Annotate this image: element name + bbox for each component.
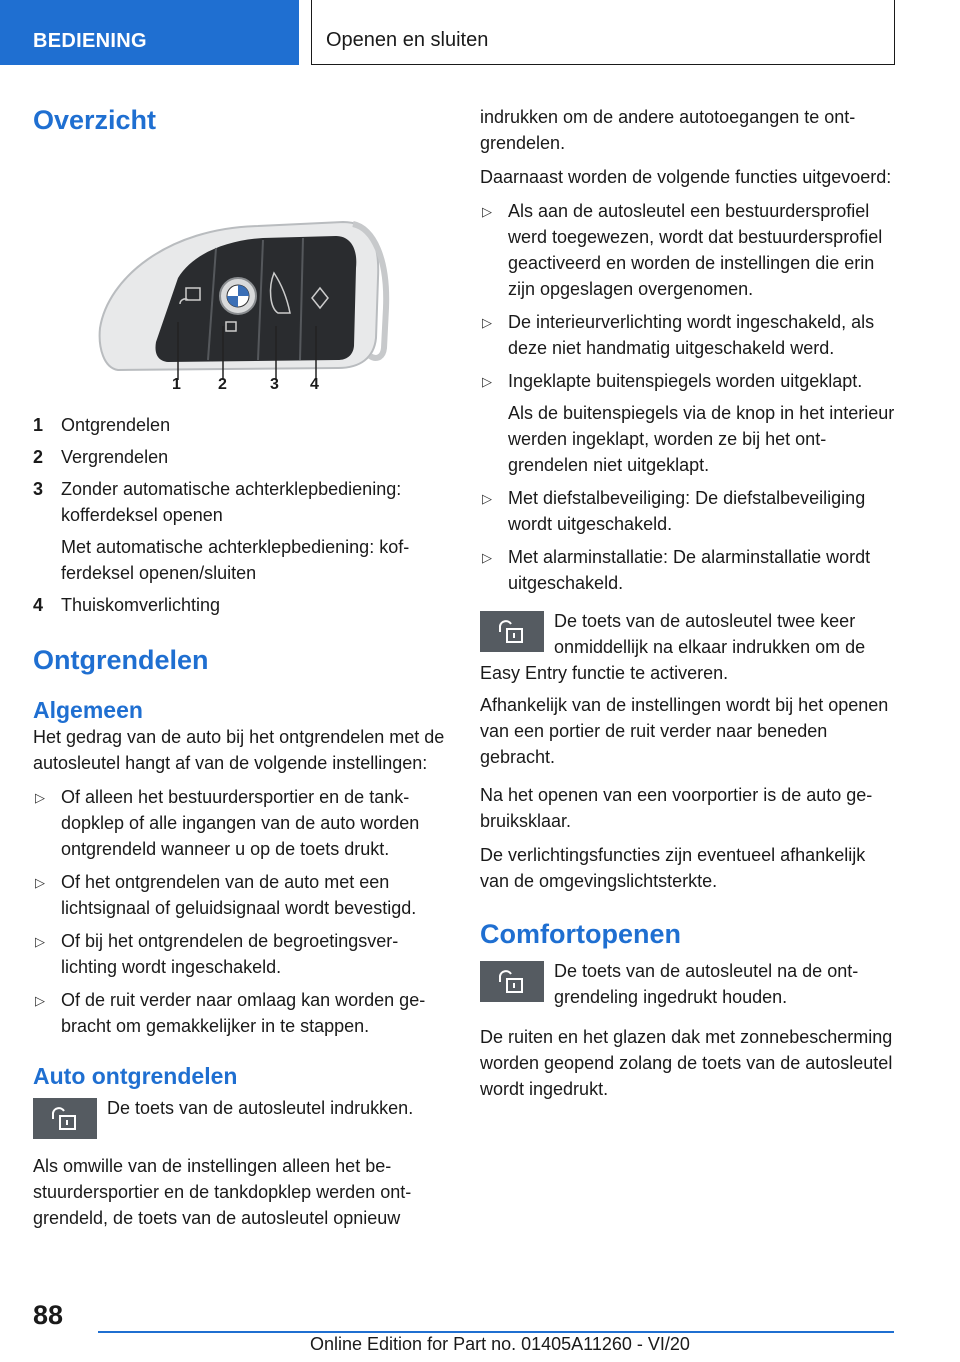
light-para: De verlichtingsfuncties zijn eventueel afhankelijk van de omgevingslichtsterkte. (480, 845, 866, 891)
general-intro: Het gedrag van de auto bij het ontgrendelen met de autosleutel hangt af van de volgende instellingen: (33, 727, 445, 774)
figure-legend (33, 412, 448, 618)
callout-2: 2 (218, 376, 227, 394)
comfort-para: De ruiten en het glazen dak met zonnebescherming worden geopend zolang de toets van de autosleutel wordt ingedrukt. (480, 1027, 893, 1100)
triangle-bullet-icon: ▷ (35, 790, 45, 806)
functions-bullet-list (480, 198, 896, 596)
callout-3: 3 (270, 376, 279, 394)
chapter-title: Openen en sluiten (326, 29, 489, 51)
car-unlock-para: Als omwille van de instellingen alleen het bestuurdersportier en de tankdopklep werden ontgrendeld, de toets van de autosleutel opnieuw (33, 1155, 412, 1228)
triangle-bullet-icon: ▷ (482, 315, 492, 330)
footer-divider (98, 1331, 894, 1333)
list-item: ▷ Of bij het ontgrendelen de begroetingsverlichting wordt ingeschakeld. (35, 931, 399, 978)
legend-item: 4 Thuiskomverlichting (33, 595, 221, 616)
subheading-general: Algemeen (33, 696, 143, 723)
ready-para: Na het openen van een voorportier is de auto gebruiksklaar. (480, 785, 873, 831)
heading-overview: Overzicht (33, 105, 157, 135)
easy-entry-instruction: De toets van de autosleutel twee keer onmiddellijk na elkaar indrukken om de Easy Entry functie te activeren. (480, 611, 866, 683)
triangle-bullet-icon: ▷ (35, 875, 45, 891)
list-item: ▷ Of de ruit verder naar omlaag kan worden gebracht om gemakkelijker in te stappen. (35, 990, 426, 1037)
page-number: 88 (33, 1300, 64, 1330)
section-tab (0, 0, 299, 65)
subheading-car-unlock: Auto ontgrendelen (33, 1063, 238, 1090)
legend-item: 3 Zonder automatische achterklepbediening: kofferdeksel openen Met automatische achterklepbediening: kofferdeksel openen/sluiten (33, 479, 410, 584)
car-unlock-instruction: De toets van de autosleutel indrukken. (33, 1095, 448, 1143)
unlock-button-icon (480, 961, 544, 1002)
heading-unlock: Ontgrendelen (33, 645, 209, 676)
triangle-bullet-icon: ▷ (482, 491, 492, 506)
continued-para: indrukken om de andere autotoegangen te ontgrendelen. (480, 107, 856, 153)
functions-intro: Daarnaast worden de volgende functies uitgevoerd: (480, 167, 892, 187)
chapter-tab (311, 0, 895, 65)
general-bullet-list (33, 784, 448, 1039)
unlock-button-icon (33, 1098, 97, 1139)
car-key-figure (98, 218, 408, 398)
triangle-bullet-icon: ▷ (482, 374, 492, 389)
list-item: ▷ Met diefstalbeveiliging: De diefstalbeveiliging wordt uitgeschakeld. (482, 488, 866, 534)
callout-4: 4 (310, 376, 319, 394)
triangle-bullet-icon: ▷ (35, 993, 45, 1009)
list-item: ▷ Met alarminstallatie: De alarminstallatie wordt uitgeschakeld. (482, 547, 871, 593)
section-title: BEDIENING (33, 30, 147, 52)
list-item: ▷ Als aan de autosleutel een bestuurdersprofiel werd toegewezen, wordt dat bestuurdersprofiel geactiveerd en worden de instellingen die erin zijn opgeslagen overgenomen. (482, 201, 883, 299)
unlock-button-icon (480, 611, 544, 652)
list-item: ▷ De interieurverlichting wordt ingeschakeld, als deze niet handmatig uitgeschakeld werd. (482, 312, 875, 358)
heading-comfort-open: Comfortopenen (480, 919, 681, 949)
list-item: ▷ Ingeklapte buitenspiegels worden uitgeklapt. Als de buitenspiegels via de knop in het interieur werden ingeklapt, worden ze bij het ontgrendelen niet uitgeklapt. (482, 371, 895, 475)
window-para: Afhankelijk van de instellingen wordt bij het openen van een portier de ruit verder naar beneden gebracht. (480, 695, 889, 767)
triangle-bullet-icon: ▷ (482, 550, 492, 565)
list-item: ▷ Of het ontgrendelen van de auto met een lichtsignaal of geluidsignaal wordt bevestigd. (35, 872, 417, 919)
triangle-bullet-icon: ▷ (35, 934, 45, 950)
figure-callouts (98, 376, 408, 398)
triangle-bullet-icon: ▷ (482, 204, 492, 219)
legend-item: 2 Vergrendelen (33, 447, 169, 468)
edition-label: Online Edition for Part no. 01405A11260 - VI/20 (310, 1334, 690, 1354)
legend-item: 1 Ontgrendelen (33, 415, 171, 436)
comfort-open-instruction: De toets van de autosleutel na de ontgrendeling ingedrukt houden. (480, 958, 896, 1010)
list-item: ▷ Of alleen het bestuurdersportier en de tankdopklep of alle ingangen van de auto worden ontgrendeld wanneer u op de toets drukt. (35, 787, 420, 860)
right-column (480, 104, 896, 1102)
callout-1: 1 (172, 376, 181, 394)
car-key-illustration (98, 218, 408, 398)
left-column (33, 98, 448, 1231)
